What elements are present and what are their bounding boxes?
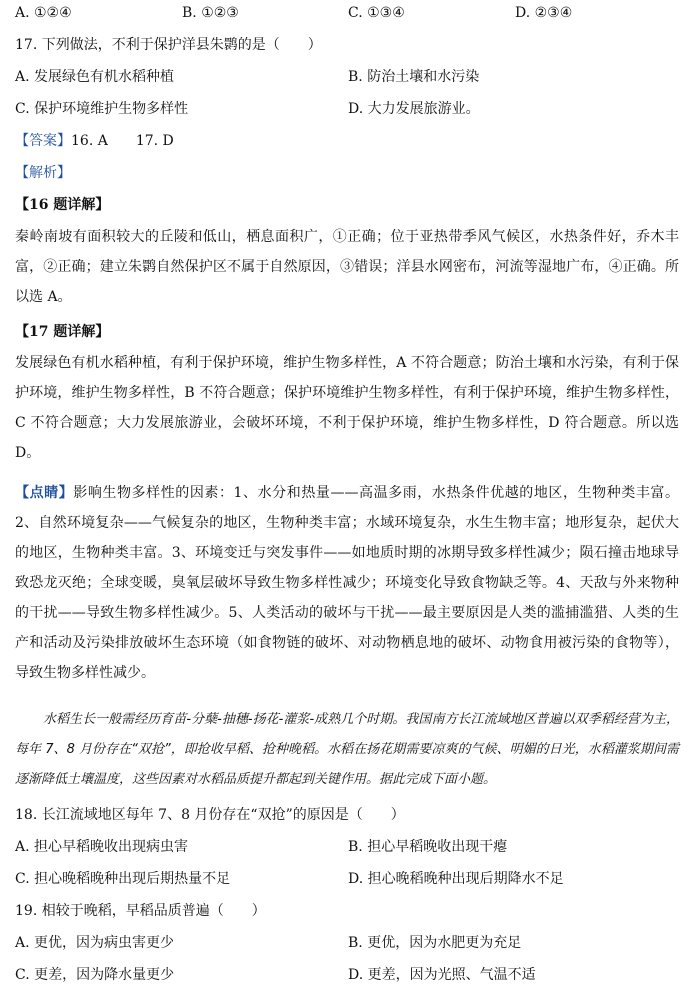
q17-option-d: D. 大力发展旅游业。 bbox=[348, 101, 480, 117]
q17-option-b: B. 防治土壤和水污染 bbox=[348, 69, 480, 85]
detail17-body: 发展绿色有机水稻种植，有利于保护环境，维护生物多样性，A 不符合题意；防治土壤和水污染，有利于保护环境，维护生物多样性，B 不符合题意；保护环境维护生物多样性，有利于保护环境，维护生物多样性，C 不符合题意；大力发展旅游业，会破坏环境，不利于保护环境，维护生物多样性，D 符合题意。所以选 D。 bbox=[15, 355, 679, 461]
q19-option-d: D. 更差，因为光照、气温不适 bbox=[348, 967, 536, 983]
q19-option-c: C. 更差，因为降水量更少 bbox=[15, 967, 175, 983]
tips-tag: 【点睛】 bbox=[15, 485, 74, 501]
answer-text: 16. A 17. D bbox=[71, 133, 174, 149]
q18-option-c: C. 担心晚稻晚种出现后期热量不足 bbox=[15, 871, 231, 887]
q16-option-c: C. ①③④ bbox=[348, 5, 405, 21]
q17-stem: 17. 下列做法，不利于保护洋县朱鹮的是（ ） bbox=[15, 37, 322, 53]
q17-option-a: A. 发展绿色有机水稻种植 bbox=[15, 69, 175, 85]
q19-stem: 19. 相较于晚稻，早稻品质普遍（ ） bbox=[15, 903, 266, 919]
q18-option-b: B. 担心早稻晚收出现干瘪 bbox=[348, 839, 508, 855]
analysis-tag: 【解析】 bbox=[15, 165, 71, 181]
answer-tag: 【答案】 bbox=[15, 133, 71, 149]
q18-option-d: D. 担心晚稻晚种出现后期降水不足 bbox=[348, 871, 564, 887]
detail16-title: 【16 题详解】 bbox=[15, 197, 110, 213]
q17-option-c: C. 保护环境维护生物多样性 bbox=[15, 101, 189, 117]
tips-paragraph bbox=[15, 478, 679, 688]
q16-option-a: A. ①②④ bbox=[15, 5, 72, 21]
q19-option-a: A. 更优，因为病虫害更少 bbox=[15, 935, 175, 951]
q16-option-b: B. ①②③ bbox=[182, 5, 239, 21]
q18-option-a: A. 担心早稻晚收出现病虫害 bbox=[15, 839, 189, 855]
detail17-title: 【17 题详解】 bbox=[15, 324, 110, 340]
q19-option-b: B. 更优，因为水肥更为充足 bbox=[348, 935, 522, 951]
detail16-body: 秦岭南坡有面积较大的丘陵和低山，栖息面积广，①正确；位于亚热带季风气候区，水热条件好，乔木丰富，②正确；建立朱鹮自然保护区不属于自然原因，③错误；洋县水网密布，河流等湿地广布，④正确。所以选 A。 bbox=[15, 229, 679, 305]
material-paragraph: 水稻生长一般需经历育苗-分蘖-抽穗-扬花-灌浆-成熟几个时期。我国南方长江流域地区普遍以双季稻经营为主，每年 7、8 月份存在“双抢”，即抢收早稻、抢种晚稻。水稻在扬花期需要凉爽的气候、明媚的日光，水稻灌浆期间需逐渐降低土壤温度，这些因素对水稻品质提升都起到关键作用。据此完成下面小题。 bbox=[15, 712, 679, 787]
answer-line bbox=[15, 131, 174, 151]
q16-option-d: D. ②③④ bbox=[515, 5, 573, 21]
tips-body: 影响生物多样性的因素：1、水分和热量——高温多雨，水热条件优越的地区，生物种类丰富。 2、自然环境复杂——气候复杂的地区，生物种类丰富；水域环境复杂，水生生物丰富；地形复杂，起伏大的地区，生物种类丰富。3、环境变迁与突发事件——如地质时期的冰期导致多样性减少；陨石撞击地球导致恐龙灭绝；全球变暖，臭氧层破坏导致生物多样性减少；环境变化导致食物缺乏等。4、天敌与外来物种的干扰——导致生物多样性减少。5、人类活动的破坏与干扰——最主要原因是人类的滥捕滥猎、人类的生产和活动及污染排放破坏生态环境（如食物链的破坏、对动物栖息地的破坏、动物食用被污染的食物等），导致生物多样性减少。 bbox=[15, 485, 679, 681]
q18-stem: 18. 长江流域地区每年 7、8 月份存在“双抢”的原因是（ ） bbox=[15, 807, 405, 823]
